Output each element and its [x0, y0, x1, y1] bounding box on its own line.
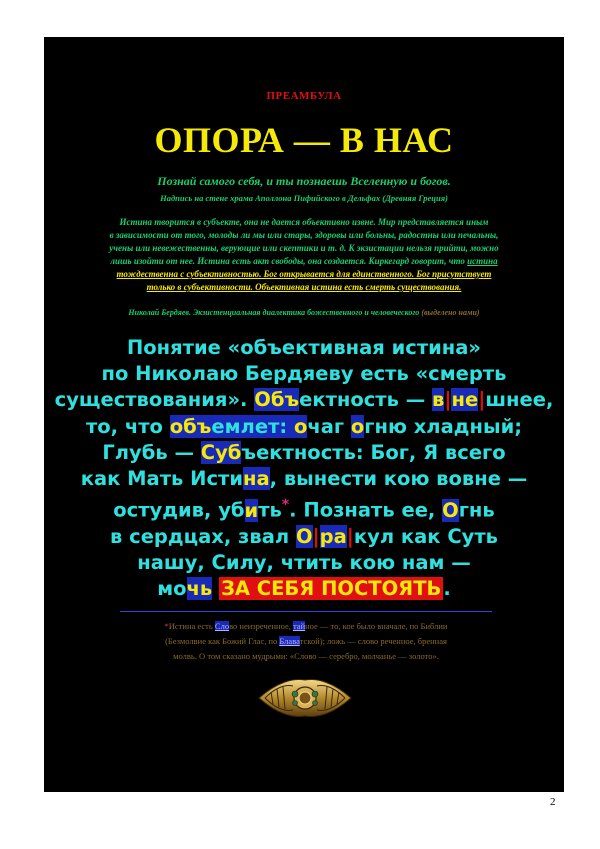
poem-text: Понятие «объективная истина» — [126, 336, 482, 359]
berdyaev-quote — [70, 216, 538, 294]
poem-text: . — [443, 577, 451, 601]
preamble-heading: ПРЕАМБУЛА — [266, 90, 342, 102]
poem-banner: ЗА СЕБЯ ПОСТОЯТЬ — [221, 577, 442, 601]
poem-highlight: О — [442, 498, 459, 522]
poem-highlight: чь — [186, 577, 213, 601]
poem-line — [44, 576, 564, 602]
poem-highlight: ра — [319, 524, 347, 548]
poem-highlight: Суб — [200, 440, 242, 464]
poem-text: существования». — [54, 388, 255, 412]
footnote-text: тской); ложь — слово реченное, бренная — [299, 636, 447, 646]
poem-line — [44, 361, 564, 387]
poem-text: как Мать Исти — [80, 467, 243, 491]
quote-line: Истина творится в субъекте, она не дается объективно извне. Мир представляется иным — [119, 217, 489, 227]
poem-text: то, что — [85, 414, 170, 438]
quote-line: лишь изойти от нее. Истина есть акт свободы, она создается. Киркегард говорит, что — [110, 256, 468, 266]
poem-text: . Познать ее, — [289, 498, 443, 522]
poem-highlight: Объ — [254, 388, 300, 412]
poem-highlight: объ — [169, 414, 212, 438]
quote-line: в зависимости от того, молоды ли мы или стары, здоровы или больны, радостны или печальны, — [109, 230, 499, 240]
poem-text: кул как Суть — [353, 524, 498, 548]
footnote-highlight: Сло — [214, 621, 230, 631]
quote-source-note: (выделено нами) — [421, 308, 480, 317]
poem-line — [44, 524, 564, 550]
quote-underlined: тождественна с субъективностью. Бог открывается для единственного. Бог присутствует — [116, 269, 492, 279]
poem-bar: | — [312, 524, 320, 548]
footnote-text: (Безмолвие как Божий Глас, по — [165, 636, 280, 646]
poem-text: емлет: — [211, 414, 294, 438]
page-panel — [44, 37, 564, 792]
quote-underlined: только в субъективности. Объективная истина есть смерть существования. — [146, 282, 462, 292]
poem-text: гню хладный; — [364, 414, 523, 438]
ornament-icon — [257, 674, 353, 720]
footnote-marker: * — [164, 621, 169, 631]
poem-text: ектность — — [299, 388, 433, 412]
poem-text: гнь — [458, 498, 495, 522]
poem-line — [44, 492, 564, 524]
footnote-divider — [120, 611, 492, 612]
poem-highlight: не — [451, 388, 479, 412]
poem-line — [44, 414, 564, 440]
footnote — [104, 619, 508, 664]
poem-highlight: о — [293, 414, 308, 438]
poem-line — [44, 550, 564, 576]
poem-highlight: и — [244, 498, 259, 522]
poem-text: нашу, Силу, чтить кою нам — — [137, 551, 471, 575]
epigraph-source: Надпись на стене храма Аполлона Пифийского в Дельфах (Древняя Греция) — [160, 193, 448, 203]
epigraph-text: Познай самого себя, и ты познаешь Вселенную и богов. — [157, 174, 451, 188]
page-number: 2 — [550, 796, 556, 808]
quote-line: учены или невежественны, верующие или скептики и т. д. К экзистации нельзя прийти, можно — [109, 243, 499, 253]
poem-bar: | — [478, 388, 486, 412]
poem-line — [44, 335, 564, 361]
poem-line — [44, 440, 564, 466]
poem-highlight: о — [350, 414, 365, 438]
poem-text: Глубь — — [102, 440, 201, 464]
footnote-highlight: тай — [292, 621, 306, 631]
quote-source — [44, 308, 564, 317]
footnote-text: ное — то, кое было вначале, по Библии — [305, 621, 448, 631]
footnote-text: Истина есть — [168, 621, 215, 631]
poem-line — [44, 466, 564, 492]
poem-text: остудив, уб — [113, 498, 245, 522]
poem-text: ъектность: Бог, Я всего — [241, 440, 506, 464]
quote-underlined: истина — [467, 256, 498, 266]
page-title: ОПОРА — В НАС — [154, 120, 454, 160]
poem-line — [44, 387, 564, 413]
poem-text: чаг — [307, 414, 351, 438]
poem-highlight: О — [295, 524, 313, 548]
poem-highlight: на — [242, 467, 270, 491]
footnote-text: во неизреченное, — [229, 621, 293, 631]
poem-text: по Николаю Бердяеву есть «смерть — [101, 362, 507, 386]
poem-text: мо — [157, 577, 187, 601]
poem-text: ть — [258, 498, 282, 522]
poem-bar: | — [346, 524, 354, 548]
footnote-text: молвь. О том сказано мудрыми: «Слово — серебро, молчанье — золото». — [173, 651, 439, 661]
poem-bar: | — [444, 388, 452, 412]
poem-text: шнее, — [485, 388, 554, 412]
poem-text: , вынести кою вовне — — [269, 467, 528, 491]
poem — [44, 335, 564, 603]
footnote-highlight: Блава — [279, 636, 300, 646]
quote-source-text: Николай Бердяев. Экзистенциальная диалектика божественного и человеческого — [128, 308, 420, 317]
footnote-marker: * — [281, 497, 290, 514]
poem-highlight: в — [432, 388, 445, 412]
poem-text: в сердцах, звал — [110, 524, 296, 548]
